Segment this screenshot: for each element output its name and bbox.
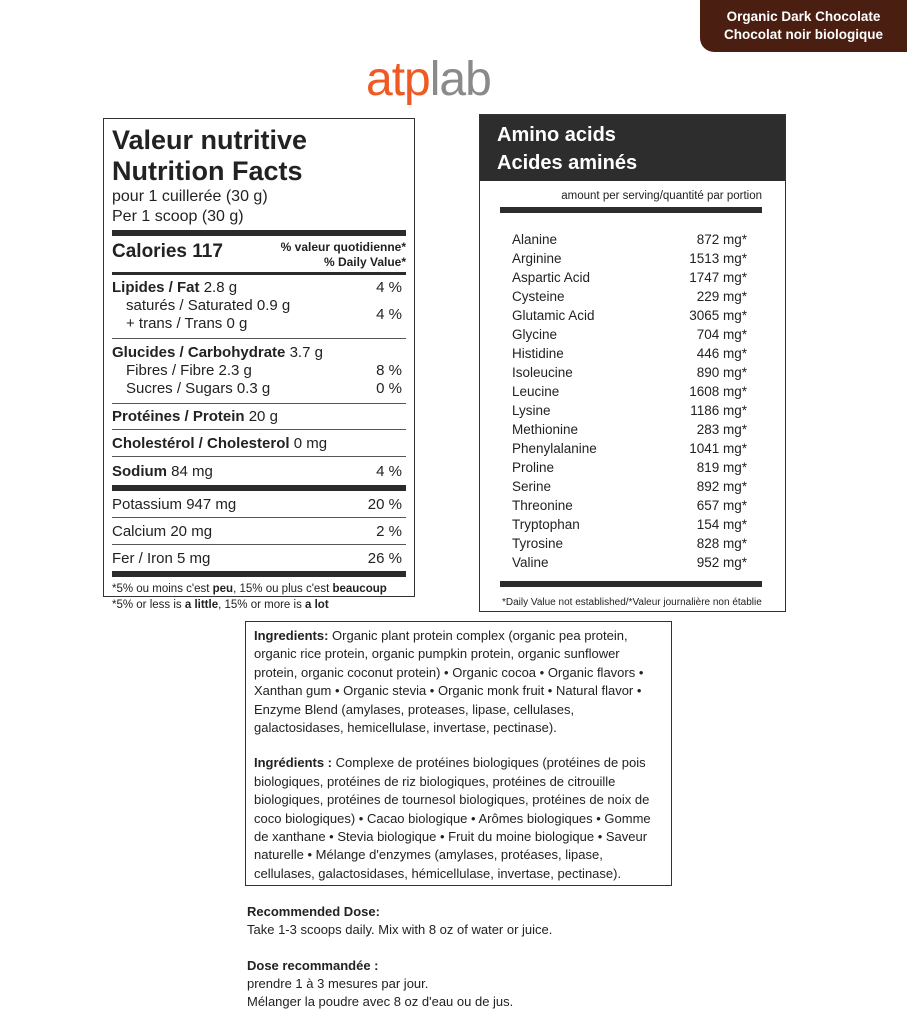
protein-amount: 20 g	[248, 408, 278, 425]
serving-size-en: Per 1 scoop (30 g)	[112, 208, 244, 225]
fat-pct: 4 %	[376, 279, 402, 296]
calcium-label: Calcium 20 mg	[112, 523, 213, 540]
footnote-en-bold: a lot	[305, 599, 329, 611]
carb-label: Glucides / Carbohydrate	[112, 344, 286, 361]
carb-amount: 3.7 g	[289, 344, 323, 361]
protein-label: Protéines / Protein	[112, 408, 245, 425]
daily-value-header	[281, 240, 406, 268]
amino-name: Arginine	[512, 251, 562, 266]
amino-value: 892 mg*	[696, 479, 747, 494]
flavor-tag	[700, 0, 907, 52]
calcium-row	[112, 518, 406, 544]
amino-name: Lysine	[512, 403, 551, 418]
amino-row	[512, 496, 747, 515]
amino-value: 446 mg*	[696, 346, 747, 361]
amino-list	[480, 213, 785, 572]
daily-value-en: % Daily Value*	[323, 255, 406, 269]
amino-row	[512, 458, 747, 477]
amino-row	[512, 306, 747, 325]
amino-row	[512, 439, 747, 458]
potassium-row	[112, 491, 406, 517]
dosage-section	[247, 903, 667, 1011]
sodium-row	[112, 457, 406, 485]
daily-value-fr: % valeur quotidienne*	[280, 240, 406, 254]
serving-size-fr: pour 1 cuillerée (30 g)	[112, 188, 268, 205]
amino-name: Serine	[512, 479, 552, 494]
amino-header	[480, 115, 785, 181]
amino-value: 229 mg*	[696, 289, 747, 304]
amino-name: Methionine	[512, 422, 579, 437]
amino-row	[512, 553, 747, 572]
ingredients-en-label: Ingredients:	[254, 628, 329, 643]
fibre-row	[112, 362, 406, 380]
footnote-fr-text: *5% ou moins c'est	[112, 583, 213, 595]
footnote-fr-bold: peu	[212, 583, 234, 595]
amino-name: Threonine	[512, 498, 573, 513]
ingredients-fr-text: Complexe de protéines biologiques (protéines de pois biologiques, protéines de riz biologiques, protéines de citrouille biologiques, protéines de tournesol biologiques, protéines de noix de coco biologiques) • Cacao biologique • Arômes biologiques • Gomme de xanthane • Stevia biologique • Fruit du moine biologique • Saveur naturelle • Mélange d'enzymes (amylases, protéases, lipase, cellulases, galactosidases, hémicellulase, invertase, pectinase).	[254, 755, 651, 881]
amino-value: 828 mg*	[696, 536, 747, 551]
amino-name: Glutamic Acid	[512, 308, 595, 323]
amino-title-en: Amino acids	[497, 124, 616, 146]
dose-text-fr-1: prendre 1 à 3 mesures par jour.	[247, 976, 429, 991]
ingredients-en	[254, 627, 663, 737]
footnote-en-text: , 15% or more is	[218, 599, 306, 611]
daily-value-footnote	[112, 577, 406, 613]
footnote-fr	[112, 581, 406, 597]
sat-trans-row	[112, 297, 406, 333]
ingredients-fr	[254, 754, 663, 883]
amino-value: 1608 mg*	[689, 384, 747, 399]
nutrition-title-fr: Valeur nutritive	[112, 125, 308, 155]
amino-row	[512, 363, 747, 382]
cholesterol-row	[112, 430, 406, 456]
logo-part-atp: atp	[366, 53, 430, 106]
dose-heading-en: Recommended Dose:	[247, 904, 380, 919]
calories-label: Calories 117	[112, 241, 223, 262]
amino-row	[512, 344, 747, 363]
amino-row	[512, 325, 747, 344]
amino-name: Valine	[512, 555, 549, 570]
amino-value: 1513 mg*	[689, 251, 747, 266]
amino-name: Alanine	[512, 232, 558, 247]
amino-name: Tryptophan	[512, 517, 580, 532]
amino-value: 3065 mg*	[689, 308, 747, 323]
footnote-en-bold: a little	[184, 599, 219, 611]
amino-name: Isoleucine	[512, 365, 573, 380]
amino-name: Tyrosine	[512, 536, 564, 551]
amino-value: 1041 mg*	[689, 441, 747, 456]
amino-value: 704 mg*	[696, 327, 747, 342]
amino-value: 1747 mg*	[689, 270, 747, 285]
sugars-row	[112, 380, 406, 398]
amino-row	[512, 477, 747, 496]
sodium-label: Sodium	[112, 463, 167, 480]
protein-row	[112, 404, 406, 429]
amino-title-fr: Acides aminés	[497, 152, 638, 174]
amino-row	[512, 534, 747, 553]
amino-row	[512, 401, 747, 420]
amino-value: 657 mg*	[696, 498, 747, 513]
footnote-fr-text: , 15% ou plus c'est	[233, 583, 333, 595]
nutrition-facts-panel	[103, 118, 415, 611]
calcium-pct: 2 %	[376, 523, 402, 540]
sugars-pct: 0 %	[376, 380, 402, 397]
flavor-name-en: Organic Dark Chocolate	[726, 9, 881, 24]
amino-footnote: *Daily Value not established/*Valeur journalière non établie	[502, 597, 762, 608]
footnote-en-text: *5% or less is	[112, 599, 185, 611]
amino-value: 283 mg*	[696, 422, 747, 437]
cholesterol-amount: 0 mg	[293, 435, 328, 452]
amino-row	[512, 230, 747, 249]
amino-value: 154 mg*	[696, 517, 747, 532]
carb-block	[112, 339, 406, 398]
carb-row	[112, 344, 406, 362]
ingredients-box	[245, 621, 672, 886]
cholesterol-label: Cholestérol / Cholesterol	[112, 435, 290, 452]
trans-label: + trans / Trans 0 g	[126, 315, 248, 332]
amino-name: Phenylalanine	[512, 441, 597, 456]
brand-logo	[366, 50, 491, 110]
fat-row	[112, 279, 406, 297]
potassium-pct: 20 %	[367, 496, 402, 513]
amino-value: 1186 mg*	[690, 403, 747, 418]
amino-row	[512, 268, 747, 287]
flavor-name-fr: Chocolat noir biologique	[724, 27, 883, 42]
amino-name: Aspartic Acid	[512, 270, 591, 285]
ingredients-fr-label: Ingrédients :	[254, 755, 333, 771]
amino-value: 819 mg*	[696, 460, 747, 475]
amino-value: 872 mg*	[696, 232, 747, 247]
sodium-pct: 4 %	[376, 463, 402, 480]
iron-row	[112, 545, 406, 571]
footnote-en	[112, 597, 406, 613]
amino-subtitle: amount per serving/quantité par portion	[561, 190, 762, 202]
amino-name: Glycine	[512, 327, 558, 342]
fibre-pct: 8 %	[376, 362, 402, 379]
dose-text-en: Take 1-3 scoops daily. Mix with 8 oz of water or juice.	[247, 922, 553, 937]
dose-text-fr-2: Mélanger la poudre avec 8 oz d'eau ou de jus.	[247, 994, 514, 1009]
dose-heading-fr: Dose recommandée :	[247, 958, 379, 973]
amino-name: Histidine	[512, 346, 564, 361]
amino-row	[512, 249, 747, 268]
potassium-label: Potassium 947 mg	[112, 496, 237, 513]
fat-block	[112, 275, 406, 333]
saturated-label: saturés / Saturated 0.9 g	[126, 297, 291, 314]
amino-row	[512, 287, 747, 306]
amino-name: Proline	[512, 460, 555, 475]
nutrition-title-en: Nutrition Facts	[112, 156, 303, 186]
iron-pct: 26 %	[367, 550, 402, 567]
sat-trans-pct: 4 %	[376, 306, 402, 323]
sugars-label: Sucres / Sugars 0.3 g	[126, 380, 271, 397]
amino-value: 952 mg*	[696, 555, 747, 570]
fat-label: Lipides / Fat	[112, 279, 200, 296]
sodium-amount: 84 mg	[171, 463, 213, 480]
logo-part-lab: lab	[429, 53, 491, 106]
amino-name: Cysteine	[512, 289, 565, 304]
footnote-fr-bold: beaucoup	[332, 583, 387, 595]
amino-acids-panel	[479, 114, 786, 612]
fibre-label: Fibres / Fibre 2.3 g	[126, 362, 252, 379]
amino-row	[512, 382, 747, 401]
ingredients-en-text: Organic plant protein complex (organic pea protein, organic rice protein, organic pumpkin protein, organic sunflower protein, organic coconut protein) • Organic cocoa • Organic flavors • Xanthan gum • Organic stevia • Organic monk fruit • Natural flavor • Enzyme Blend (amylases, proteases, lipase, cellulases, galactosidases, hemicellulase, invertase, pectinase).	[254, 628, 644, 736]
fat-amount: 2.8 g	[203, 279, 238, 296]
iron-label: Fer / Iron 5 mg	[112, 550, 211, 567]
amino-name: Leucine	[512, 384, 560, 399]
amino-row	[512, 420, 747, 439]
amino-row	[512, 515, 747, 534]
calories-row	[112, 236, 406, 268]
amino-value: 890 mg*	[696, 365, 747, 380]
